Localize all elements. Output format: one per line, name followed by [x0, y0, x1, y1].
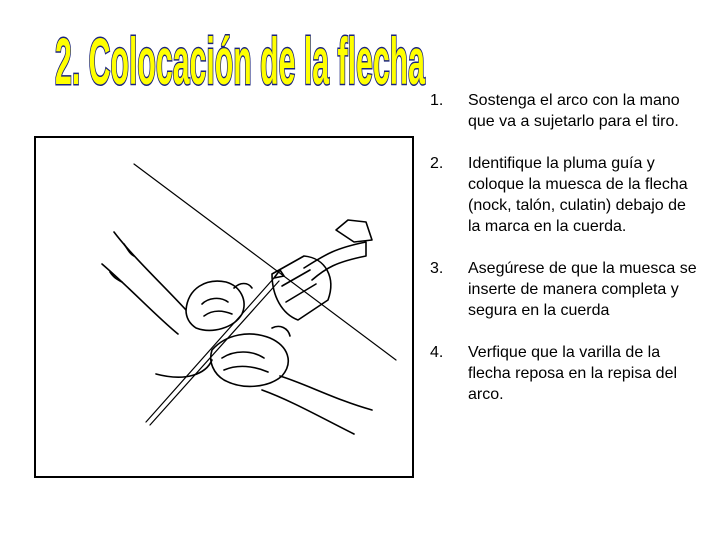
bow-limb: [336, 220, 372, 242]
step-text: Verfique que la varilla de la flecha reposa en la repisa del arco.: [468, 344, 678, 403]
instruction-step-3: [430, 258, 700, 321]
step-number: 3.: [430, 260, 444, 277]
right-hand: [186, 281, 244, 330]
step-text: Sostenga el arco con la mano que va a sujetarlo para el tiro.: [468, 92, 680, 130]
instruction-step-4: [430, 342, 700, 405]
left-forearm: [102, 232, 186, 334]
instruction-list: [430, 90, 700, 426]
instruction-step-2: [430, 153, 700, 237]
page-title-text: 2. Colocación de la flecha: [55, 24, 426, 98]
arrow-nocking-illustration: [34, 136, 414, 478]
instruction-step-1: [430, 90, 700, 132]
step-text: Identifique la pluma guía y coloque la muesca de la flecha (nock, talón, culatin) debajo de la marca en la cuerda.: [468, 155, 688, 235]
bow-arm-sleeve: [272, 256, 331, 320]
step-number: 4.: [430, 344, 444, 361]
step-number: 2.: [430, 155, 444, 172]
lower-forearm: [262, 376, 372, 434]
page-title: [50, 18, 430, 98]
step-number: 1.: [430, 92, 444, 109]
hands-bow-arrow-drawing: [36, 138, 412, 476]
step-text: Asegúrese de que la muesca se inserte de manera completa y segura en la cuerda: [468, 260, 697, 319]
bow-hand: [211, 334, 288, 386]
